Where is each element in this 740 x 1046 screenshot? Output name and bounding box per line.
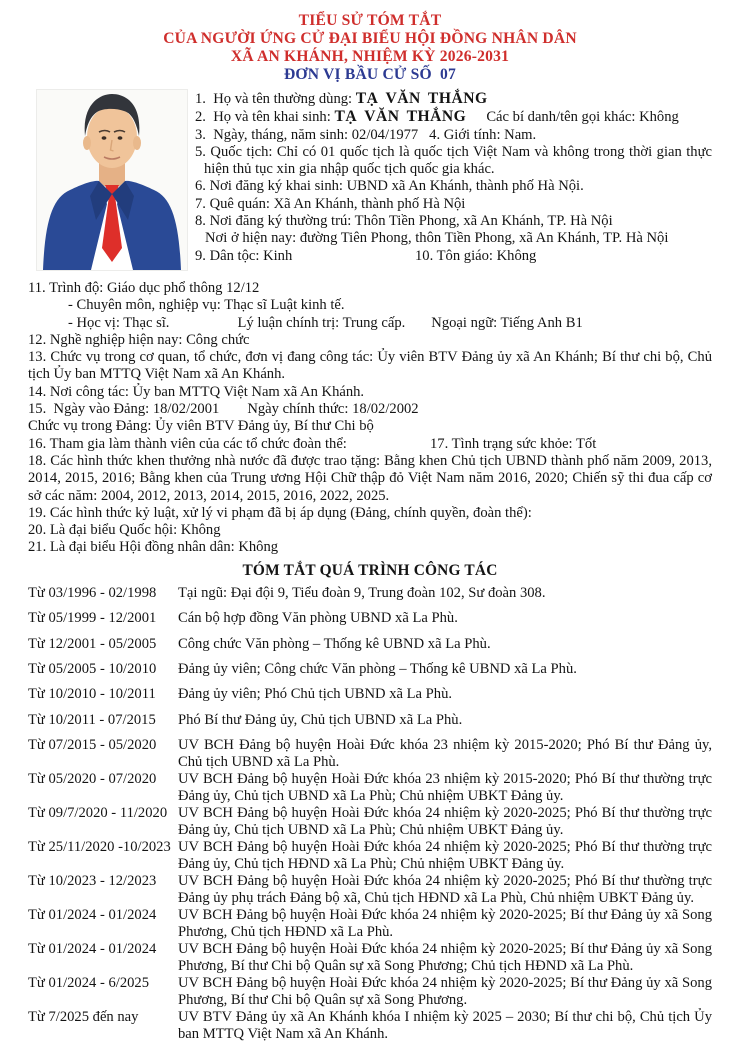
career-period: Từ 09/7/2020 - 11/2020 (28, 805, 168, 822)
career-row (28, 873, 712, 907)
election-unit-line: ĐƠN VỊ BẦU CỬ SỐ 07 (283, 66, 457, 83)
career-row (28, 941, 712, 975)
info-item-19: 19. Các hình thức kỷ luật, xử lý vi phạm đã bị áp dụng (Đảng, chính quyền, đoàn thể): (28, 504, 532, 521)
career-detail: Công chức Văn phòng – Thống kê UBND xã La Phù. (178, 635, 491, 652)
candidate-common-name: TẠ VĂN THẮNG (355, 90, 488, 107)
info-item-5: 5. Quốc tịch: Chỉ có 01 quốc tịch là quốc tịch Việt Nam và không trong thời gian thực hiện thủ tục xin gia nhập quốc tịch quốc gia khác. (195, 143, 712, 178)
career-row (28, 975, 712, 1009)
union-membership: 16. Tham gia làm thành viên của các tổ chức đoàn thể: (28, 435, 347, 452)
career-detail: UV BCH Đảng bộ huyện Hoài Đức khóa 23 nhiệm kỳ 2015-2020; Phó Bí thư Đảng ủy, Chủ tịch UBND xã La Phù. (178, 737, 712, 771)
info-item-14: 14. Nơi công tác: Ủy ban MTTQ Việt Nam xã An Khánh. (28, 383, 365, 400)
info-item-15 (28, 401, 712, 418)
info-item-2 (195, 108, 712, 126)
info-item-8: 8. Nơi đăng ký thường trú: Thôn Tiền Phong, xã An Khánh, TP. Hà Nội (195, 213, 613, 230)
career-detail: Cán bộ hợp đồng Văn phòng UBND xã La Phù. (178, 610, 458, 627)
health-status: 17. Tình trạng sức khỏe: Tốt (430, 435, 597, 452)
career-detail: UV BCH Đảng bộ huyện Hoài Đức khóa 24 nhiệm kỳ 2020-2025; Phó Bí thư thường trực Đảng ủy, Chủ tịch HĐND xã La Phù; Chủ nhiệm UBKT Đảng ủy. (178, 839, 712, 873)
personal-info-list (195, 90, 712, 270)
info-item-11: 11. Trình độ: Giáo dục phổ thông 12/12 (28, 280, 260, 296)
career-period: Từ 07/2015 - 05/2020 (28, 737, 157, 754)
document-header (28, 12, 712, 84)
career-period: Từ 05/1999 - 12/2001 (28, 610, 157, 627)
eye-left (102, 136, 107, 140)
career-detail: UV BCH Đảng bộ huyện Hoài Đức khóa 24 nhiệm kỳ 2020-2025; Phó Bí thư thường trực Đảng ủy, Chủ tịch UBND xã La Phù; Chủ nhiệm UBKT Đảng ủy. (178, 805, 712, 839)
info-item-11b (28, 315, 712, 332)
info-item-18: 18. Các hình thức khen thưởng nhà nước đã được trao tặng: Bằng khen Chủ tịch UBND thành phố năm 2009, 2013, 2014, 2015, 2016; Bằng khen của Trung ương Hội Chữ thập đỏ Việt Nam năm 2016, 2020; Chiến sỹ thi đua cấp cơ sở các năm: 2004, 2012, 2013, 2014, 2015, 2016, 2022, 2025. (28, 452, 712, 504)
party-join-date: 15. Ngày vào Đảng: 18/02/2001 (28, 401, 220, 418)
career-row (28, 610, 712, 627)
doc-title-line1: TIỂU SỬ TÓM TẮT (298, 12, 442, 29)
career-row (28, 737, 712, 771)
candidate-birth-name: TẠ VĂN THẮNG (334, 108, 467, 126)
career-row (28, 1009, 712, 1043)
info-item-1-label: 1. Họ và tên thường dùng: (195, 91, 356, 107)
career-period: Từ 01/2024 - 01/2024 (28, 941, 157, 958)
career-row (28, 636, 712, 653)
career-section-title: TÓM TẮT QUÁ TRÌNH CÔNG TÁC (242, 561, 498, 579)
career-row (28, 805, 712, 839)
career-period: Từ 10/2010 - 10/2011 (28, 686, 156, 703)
party-official-date: Ngày chính thức: 18/02/2002 (247, 401, 419, 418)
foreign-language: Ngoại ngữ: Tiếng Anh B1 (431, 314, 583, 331)
info-item-16-17 (28, 436, 712, 453)
career-history-table (28, 585, 712, 1043)
info-item-8b: Nơi ở hiện nay: đường Tiên Phong, thôn Tiền Phong, xã An Khánh, TP. Hà Nội (205, 230, 669, 247)
info-item-6: 6. Nơi đăng ký khai sinh: UBND xã An Khánh, thành phố Hà Nội. (195, 178, 584, 195)
alias-note: Các bí danh/tên gọi khác: Không (486, 109, 679, 126)
info-item-11a: - Chuyên môn, nghiệp vụ: Thạc sĩ Luật kinh tế. (68, 297, 345, 314)
career-row (28, 661, 712, 678)
info-item-13: 13. Chức vụ trong cơ quan, tổ chức, đơn vị đang công tác: Ủy viên BTV Đảng ủy xã An Khánh; Bí thư chi bộ, Chủ tịch Ủy ban MTTQ Việt Nam xã An Khánh. (28, 349, 712, 383)
info-item-7: 7. Quê quán: Xã An Khánh, thành phố Hà Nội (195, 195, 466, 212)
career-period: Từ 03/1996 - 02/1998 (28, 584, 157, 601)
career-detail: UV BCH Đảng bộ huyện Hoài Đức khóa 24 nhiệm kỳ 2020-2025; Bí thư Đảng ủy xã Song Phương, Chủ tịch HĐND xã La Phù. (178, 907, 712, 941)
career-detail: Đảng ủy viên; Công chức Văn phòng – Thống kê UBND xã La Phù. (178, 660, 577, 677)
doc-title-line3: XÃ AN KHÁNH, NHIỆM KỲ 2026-2031 (230, 48, 510, 65)
ear-left (83, 136, 91, 150)
political-theory: Lý luận chính trị: Trung cấp. (237, 314, 406, 331)
info-item-2-label: 2. Họ và tên khai sinh: (195, 109, 335, 126)
info-item-20: 20. Là đại biểu Quốc hội: Không (28, 522, 221, 539)
info-item-12: 12. Nghề nghiệp hiện nay: Công chức (28, 331, 250, 348)
career-row (28, 907, 712, 941)
career-detail: Đảng ủy viên; Phó Chủ tịch UBND xã La Phù. (178, 686, 453, 703)
career-row (28, 585, 712, 602)
career-period: Từ 10/2023 - 12/2023 (28, 873, 157, 890)
info-item-3-4: 3. Ngày, tháng, năm sinh: 02/04/1977 4. Giới tính: Nam. (195, 126, 537, 143)
career-period: Từ 05/2005 - 10/2010 (28, 660, 157, 677)
career-detail: UV BCH Đảng bộ huyện Hoài Đức khóa 24 nhiệm kỳ 2020-2025; Bí thư Đảng ủy xã Song Phương, Bí thư Chi bộ Quân sự xã Song Phương. (178, 975, 712, 1009)
general-info-section (28, 280, 712, 557)
doc-title-line2: CỦA NGƯỜI ỨNG CỬ ĐẠI BIỂU HỘI ĐỒNG NHÂN DÂN (163, 30, 577, 47)
career-detail: UV BTV Đảng ủy xã An Khánh khóa I nhiệm kỳ 2025 – 2030; Bí thư chi bộ, Chủ tịch Ủy ban MTTQ Việt Nam xã An Khánh. (178, 1009, 712, 1043)
candidate-photo (37, 90, 187, 270)
career-period: Từ 10/2011 - 07/2015 (28, 711, 156, 728)
career-row (28, 686, 712, 703)
career-period: Từ 25/11/2020 -10/2023 (28, 839, 171, 856)
info-item-21: 21. Là đại biểu Hội đồng nhân dân: Không (28, 539, 279, 556)
info-item-1 (195, 90, 712, 108)
career-detail: UV BCH Đảng bộ huyện Hoài Đức khóa 24 nhiệm kỳ 2020-2025; Bí thư Đảng ủy xã Song Phương, Bí thư Chi bộ Quân sự xã Song Phương; Chủ tịch HĐND xã La Phù. (178, 941, 712, 975)
info-item-9-10 (195, 248, 712, 265)
career-detail: Tại ngũ: Đại đội 9, Tiểu đoàn 9, Trung đoàn 102, Sư đoàn 308. (178, 584, 546, 601)
career-detail: UV BCH Đảng bộ huyện Hoài Đức khóa 24 nhiệm kỳ 2020-2025; Phó Bí thư thường trực Đảng ủy phụ trách Đảng bộ xã, Chủ tịch HĐND xã La Phù, Chủ nhiệm UBKT Đảng ủy. (178, 873, 712, 907)
ear-right (133, 136, 141, 150)
info-item-15b: Chức vụ trong Đảng: Ủy viên BTV Đảng ủy, Bí thư Chi bộ (28, 418, 374, 435)
career-detail: Phó Bí thư Đảng ủy, Chủ tịch UBND xã La Phù. (178, 711, 463, 728)
career-row (28, 712, 712, 729)
career-row (28, 771, 712, 805)
career-period: Từ 05/2020 - 07/2020 (28, 771, 157, 788)
career-period: Từ 12/2001 - 05/2005 (28, 635, 157, 652)
degree: - Học vị: Thạc sĩ. (68, 314, 170, 331)
career-period: Từ 7/2025 đến nay (28, 1009, 139, 1026)
portrait-illustration (37, 90, 187, 270)
career-row (28, 839, 712, 873)
personal-info-section (28, 90, 712, 270)
career-detail: UV BCH Đảng bộ huyện Hoài Đức khóa 23 nhiệm kỳ 2015-2020; Phó Bí thư thường trực Đảng ủy, Chủ tịch UBND xã La Phù; Chủ nhiệm UBKT Đảng ủy. (178, 771, 712, 805)
religion: 10. Tôn giáo: Không (415, 247, 537, 264)
eye-right (118, 136, 123, 140)
ethnicity: 9. Dân tộc: Kinh (195, 247, 293, 264)
career-period: Từ 01/2024 - 6/2025 (28, 975, 150, 992)
career-period: Từ 01/2024 - 01/2024 (28, 907, 157, 924)
